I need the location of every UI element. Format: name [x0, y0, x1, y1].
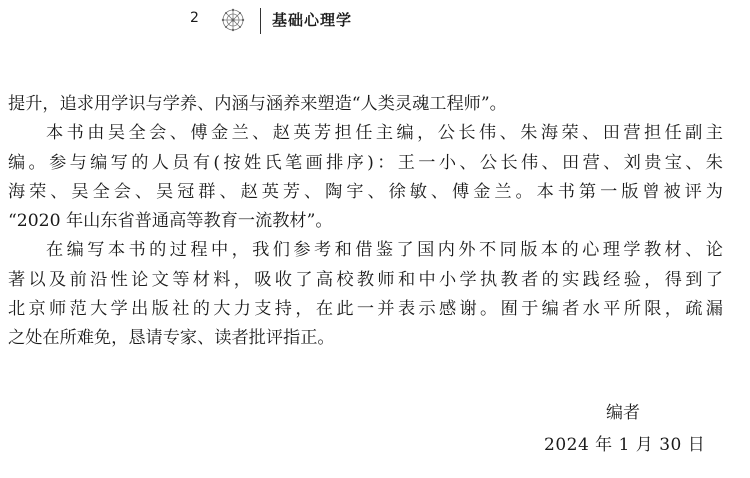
publisher-seal-icon — [218, 7, 248, 33]
running-header — [0, 6, 750, 34]
text-line: “2020 年山东省普通高等教育一流教材”。 — [8, 211, 333, 232]
text-line: 之处在所难免，恳请专家、读者批评指正。 — [8, 328, 335, 349]
text-line: 著以及前沿性论文等材料，吸收了高校教师和中小学执教者的实践经验，得到了 — [8, 269, 723, 290]
header-divider — [260, 8, 261, 34]
text-line: 提升，追求用学识与学养、内涵与涵养来塑造“人类灵魂工程师”。 — [8, 94, 507, 114]
book-title: 基础心理学 — [272, 11, 353, 29]
paragraph — [8, 236, 723, 353]
paragraph — [8, 119, 723, 236]
author-signature: 编者 — [606, 403, 640, 423]
text-line: 在编写本书的过程中，我们参考和借鉴了国内外不同版本的心理学教材、论 — [46, 240, 723, 261]
preface-body — [8, 90, 723, 354]
paragraph — [8, 90, 723, 119]
text-line: 海荣、吴全会、吴冠群、赵英芳、陶宇、徐敏、傅金兰。本书第一版曾被评为 — [8, 181, 723, 202]
preface-date: 2024 年 1 月 30 日 — [544, 435, 706, 455]
text-line: 编。参与编写的人员有(按姓氏笔画排序)：王一小、公长伟、田营、刘贵宝、朱 — [8, 152, 723, 173]
text-line: 北京师范大学出版社的大力支持，在此一并表示感谢。囿于编者水平所限，疏漏 — [8, 299, 723, 320]
text-line: 本书由吴全会、傅金兰、赵英芳担任主编，公长伟、朱海荣、田营担任副主 — [46, 123, 723, 144]
page-number: 2 — [190, 10, 199, 26]
